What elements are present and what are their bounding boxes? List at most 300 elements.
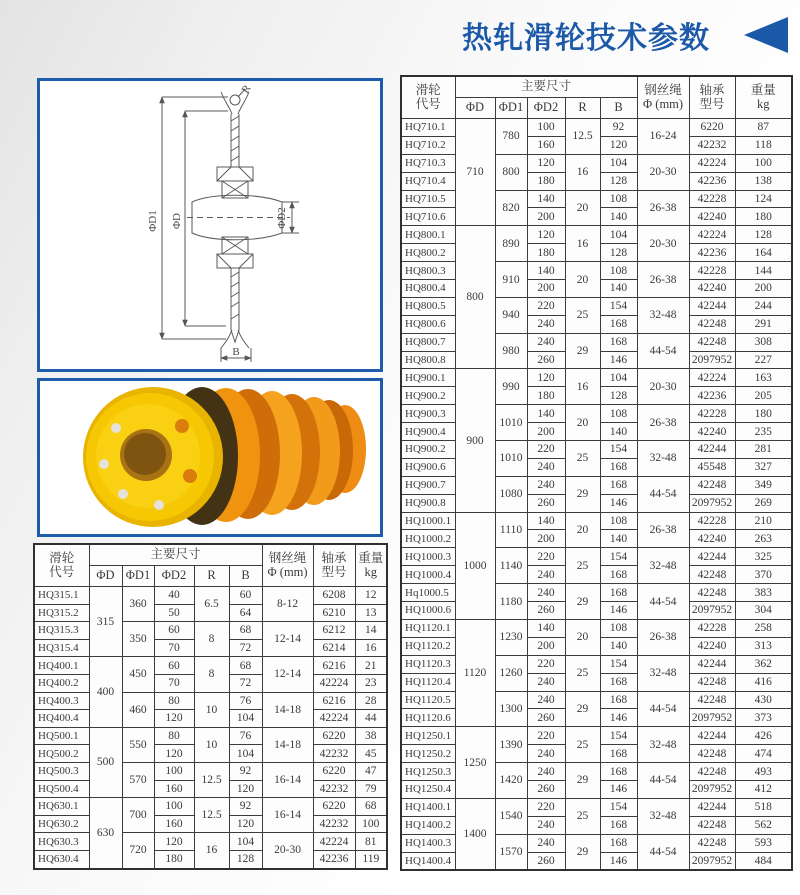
pulley-spec-table-small	[33, 543, 388, 870]
cell-code: HQ1000.2	[401, 530, 455, 548]
cell-code: HQ900.6	[401, 458, 455, 476]
cell-kg: 180	[735, 405, 792, 423]
header-d1: ΦD1	[495, 98, 527, 119]
cell-d2: 140	[527, 512, 565, 530]
cell-bearing: 42228	[689, 262, 735, 280]
table-row	[34, 833, 387, 851]
cell-code: HQ630.3	[34, 833, 89, 851]
cell-bearing: 6220	[313, 762, 355, 780]
cell-b: 154	[600, 798, 637, 816]
cell-d2: 200	[527, 530, 565, 548]
cell-code: HQ1000.3	[401, 548, 455, 566]
table-row	[34, 798, 387, 816]
cell-r: 25	[565, 297, 600, 333]
cell-rope: 8-12	[262, 587, 313, 622]
header-pulley-code: 滑轮 代号	[401, 76, 455, 119]
cell-b: 128	[600, 244, 637, 262]
cell-d2: 120	[527, 226, 565, 244]
cell-kg: 81	[355, 833, 387, 851]
cell-kg: 430	[735, 691, 792, 709]
table-row	[401, 119, 792, 137]
cell-d1: 1010	[495, 405, 527, 441]
cell-r: 25	[565, 441, 600, 477]
cell-d: 630	[89, 798, 122, 869]
header-bearing-model: 轴承 型号	[689, 76, 735, 119]
cell-r: 8	[194, 657, 229, 692]
cell-d2: 120	[527, 154, 565, 172]
cell-kg: 118	[735, 136, 792, 154]
cell-b: 168	[600, 816, 637, 834]
cell-b: 168	[600, 584, 637, 602]
cell-d: 1000	[455, 512, 495, 619]
cell-d2: 140	[527, 619, 565, 637]
cell-d1: 700	[122, 798, 154, 833]
cell-d2: 70	[154, 674, 194, 692]
cell-bearing: 42228	[689, 619, 735, 637]
cell-d2: 200	[527, 208, 565, 226]
cell-rope: 32-48	[637, 441, 689, 477]
cell-bearing: 42224	[313, 674, 355, 692]
cell-code: HQ900.1	[401, 369, 455, 387]
cell-kg: 426	[735, 727, 792, 745]
cell-r: 20	[565, 405, 600, 441]
cell-kg: 593	[735, 834, 792, 852]
cell-code: HQ500.1	[34, 727, 89, 745]
cell-d2: 240	[527, 834, 565, 852]
cell-d2: 80	[154, 727, 194, 745]
cell-d2: 160	[154, 780, 194, 798]
cell-b: 154	[600, 655, 637, 673]
cell-d2: 220	[527, 297, 565, 315]
cell-kg: 13	[355, 604, 387, 622]
cell-d2: 100	[154, 798, 194, 816]
cell-bearing: 42248	[689, 566, 735, 584]
cell-bearing: 42248	[689, 333, 735, 351]
cell-d2: 220	[527, 655, 565, 673]
cell-rope: 12-14	[262, 657, 313, 692]
cell-code: HQ900.7	[401, 476, 455, 494]
cell-bearing: 6216	[313, 692, 355, 710]
cell-code: HQ710.1	[401, 119, 455, 137]
cell-kg: 38	[355, 727, 387, 745]
cell-b: 140	[600, 280, 637, 298]
cell-b: 168	[600, 763, 637, 781]
cell-b: 140	[600, 423, 637, 441]
cell-kg: 412	[735, 780, 792, 798]
cell-code: HQ400.2	[34, 674, 89, 692]
dim-label-b: B	[232, 346, 240, 358]
cell-r: 12.5	[194, 798, 229, 833]
table-row	[34, 762, 387, 780]
cell-bearing: 2097952	[689, 602, 735, 620]
cell-b: 168	[600, 745, 637, 763]
header-weight: 重量 kg	[355, 544, 387, 587]
cell-d1: 1080	[495, 476, 527, 512]
cell-b: 146	[600, 602, 637, 620]
cell-bearing: 42240	[689, 208, 735, 226]
cell-code: HQ800.4	[401, 280, 455, 298]
cell-d2: 200	[527, 423, 565, 441]
cell-b: 140	[600, 637, 637, 655]
cell-bearing: 42236	[689, 387, 735, 405]
cell-code: HQ500.3	[34, 762, 89, 780]
cell-code: HQ500.2	[34, 745, 89, 763]
cell-kg: 562	[735, 816, 792, 834]
cell-code: HQ1000.1	[401, 512, 455, 530]
cell-code: HQ315.4	[34, 639, 89, 657]
cell-bearing: 42244	[689, 798, 735, 816]
cell-kg: 14	[355, 622, 387, 640]
cell-d: 315	[89, 587, 122, 657]
cell-d1: 1010	[495, 441, 527, 477]
cell-d1: 1300	[495, 691, 527, 727]
cell-bearing: 42232	[689, 136, 735, 154]
cell-kg: 493	[735, 763, 792, 781]
cell-b: 108	[600, 405, 637, 423]
cell-code: HQ1120.1	[401, 619, 455, 637]
cell-b: 108	[600, 190, 637, 208]
cell-b: 120	[229, 780, 262, 798]
cell-d2: 60	[154, 622, 194, 640]
cell-b: 128	[600, 387, 637, 405]
cell-kg: 12	[355, 587, 387, 605]
cell-rope: 26-38	[637, 405, 689, 441]
cell-bearing: 6216	[313, 657, 355, 675]
cell-d2: 180	[527, 387, 565, 405]
cell-code: HQ1400.2	[401, 816, 455, 834]
cell-d: 1400	[455, 798, 495, 870]
cell-d2: 60	[154, 657, 194, 675]
cell-bearing: 42224	[313, 710, 355, 728]
cell-r: 20	[565, 262, 600, 298]
cell-d2: 260	[527, 602, 565, 620]
cell-b: 104	[600, 154, 637, 172]
cell-d2: 140	[527, 405, 565, 423]
cell-d2: 220	[527, 727, 565, 745]
cell-bearing: 42236	[689, 172, 735, 190]
cell-kg: 258	[735, 619, 792, 637]
cell-bearing: 42236	[689, 244, 735, 262]
cell-rope: 44-54	[637, 763, 689, 799]
cell-bearing: 2097952	[689, 494, 735, 512]
cell-d1: 780	[495, 119, 527, 155]
cell-bearing: 42248	[689, 834, 735, 852]
cell-code: HQ800.8	[401, 351, 455, 369]
cell-kg: 362	[735, 655, 792, 673]
cell-d2: 260	[527, 494, 565, 512]
cell-bearing: 42248	[689, 763, 735, 781]
cell-bearing: 42224	[689, 226, 735, 244]
cell-b: 120	[600, 136, 637, 154]
cell-b: 168	[600, 834, 637, 852]
cell-kg: 100	[735, 154, 792, 172]
cell-bearing: 42244	[689, 548, 735, 566]
cell-rope: 20-30	[262, 833, 313, 869]
header-d: ΦD	[455, 98, 495, 119]
cell-bearing: 42240	[689, 423, 735, 441]
cell-d2: 240	[527, 566, 565, 584]
cell-kg: 416	[735, 673, 792, 691]
dim-label-r: R	[239, 82, 254, 96]
header-d1: ΦD1	[122, 566, 154, 587]
cell-kg: 180	[735, 208, 792, 226]
cell-b: 146	[600, 852, 637, 870]
cell-r: 12.5	[565, 119, 600, 155]
cell-code: HQ1000.4	[401, 566, 455, 584]
cell-d1: 1140	[495, 548, 527, 584]
header-main-dimensions: 主要尺寸	[89, 544, 262, 566]
cell-kg: 244	[735, 297, 792, 315]
cell-d2: 240	[527, 458, 565, 476]
cell-code: HQ710.2	[401, 136, 455, 154]
cell-d2: 260	[527, 709, 565, 727]
left-triangle-icon	[744, 17, 788, 53]
cell-code: HQ710.4	[401, 172, 455, 190]
header-bearing-model: 轴承 型号	[313, 544, 355, 587]
cell-kg: 164	[735, 244, 792, 262]
cell-bearing: 45548	[689, 458, 735, 476]
cell-bearing: 42248	[689, 584, 735, 602]
cell-kg: 484	[735, 852, 792, 870]
pulley-cross-section-drawing	[40, 81, 380, 369]
pulley-spec-table-large	[400, 75, 793, 871]
cell-code: HQ900.2	[401, 387, 455, 405]
cell-d2: 180	[527, 244, 565, 262]
cell-bearing: 42248	[689, 476, 735, 494]
cell-rope: 12-14	[262, 622, 313, 657]
cell-d2: 240	[527, 816, 565, 834]
cell-code: HQ710.6	[401, 208, 455, 226]
cell-b: 68	[229, 622, 262, 640]
cell-r: 20	[565, 512, 600, 548]
cell-d1: 890	[495, 226, 527, 262]
dim-label-d2: ΦD2	[276, 207, 288, 229]
cell-b: 146	[600, 494, 637, 512]
cell-d2: 260	[527, 780, 565, 798]
cell-b: 92	[229, 762, 262, 780]
cell-d1: 980	[495, 333, 527, 369]
cell-kg: 47	[355, 762, 387, 780]
cell-d2: 240	[527, 584, 565, 602]
cell-d2: 140	[527, 262, 565, 280]
cell-rope: 44-54	[637, 584, 689, 620]
cell-d1: 360	[122, 587, 154, 622]
cell-b: 146	[600, 780, 637, 798]
cell-bearing: 42228	[689, 190, 735, 208]
cell-bearing: 42248	[689, 673, 735, 691]
cell-b: 68	[229, 657, 262, 675]
cell-bearing: 42248	[689, 745, 735, 763]
cell-d2: 220	[527, 548, 565, 566]
cell-r: 16	[194, 833, 229, 869]
cell-d2: 160	[527, 136, 565, 154]
cell-code: HQ630.2	[34, 815, 89, 833]
cell-kg: 291	[735, 315, 792, 333]
cell-kg: 79	[355, 780, 387, 798]
cell-kg: 124	[735, 190, 792, 208]
cell-d: 500	[89, 727, 122, 797]
cell-r: 16	[565, 369, 600, 405]
cell-bearing: 42248	[689, 816, 735, 834]
cell-d2: 220	[527, 798, 565, 816]
cell-code: HQ710.3	[401, 154, 455, 172]
cell-r: 20	[565, 190, 600, 226]
cell-d1: 800	[495, 154, 527, 190]
pulley-photo-panel	[37, 378, 383, 537]
cell-code: HQ800.1	[401, 226, 455, 244]
cell-b: 104	[600, 226, 637, 244]
cell-d2: 120	[154, 710, 194, 728]
cell-d1: 1230	[495, 619, 527, 655]
header-wire-rope: 钢丝绳 Φ (mm)	[262, 544, 313, 587]
cell-d2: 120	[154, 833, 194, 851]
cell-b: 154	[600, 727, 637, 745]
cell-code: HQ1250.1	[401, 727, 455, 745]
cell-bearing: 6220	[689, 119, 735, 137]
cell-b: 104	[600, 369, 637, 387]
cell-code: HQ1250.2	[401, 745, 455, 763]
dim-label-d: ΦD	[171, 213, 183, 229]
cell-bearing: 42240	[689, 530, 735, 548]
cell-kg: 327	[735, 458, 792, 476]
header-main-dimensions: 主要尺寸	[455, 76, 637, 98]
cell-d1: 990	[495, 369, 527, 405]
cell-r: 10	[194, 727, 229, 762]
cell-kg: 383	[735, 584, 792, 602]
cell-r: 25	[565, 655, 600, 691]
cell-b: 120	[229, 815, 262, 833]
cell-rope: 32-48	[637, 798, 689, 834]
cell-kg: 210	[735, 512, 792, 530]
cell-b: 128	[229, 850, 262, 868]
cell-d1: 460	[122, 692, 154, 727]
cell-kg: 281	[735, 441, 792, 459]
cell-code: HQ800.5	[401, 297, 455, 315]
cell-b: 108	[600, 619, 637, 637]
cell-rope: 14-18	[262, 692, 313, 727]
cell-code: HQ315.2	[34, 604, 89, 622]
cell-d: 800	[455, 226, 495, 369]
cell-bearing: 2097952	[689, 351, 735, 369]
cell-b: 140	[600, 208, 637, 226]
cell-rope: 16-14	[262, 762, 313, 797]
cell-kg: 269	[735, 494, 792, 512]
cell-bearing: 2097952	[689, 780, 735, 798]
cell-d: 1120	[455, 619, 495, 726]
cell-d2: 240	[527, 315, 565, 333]
cell-code: HQ315.3	[34, 622, 89, 640]
cell-bearing: 42228	[689, 512, 735, 530]
cell-b: 104	[229, 833, 262, 851]
cell-code: HQ400.1	[34, 657, 89, 675]
cell-code: HQ1400.4	[401, 852, 455, 870]
cell-b: 146	[600, 351, 637, 369]
cell-b: 154	[600, 297, 637, 315]
cell-d2: 70	[154, 639, 194, 657]
cell-b: 108	[600, 512, 637, 530]
cell-d2: 40	[154, 587, 194, 605]
cell-b: 92	[600, 119, 637, 137]
cell-bearing: 6212	[313, 622, 355, 640]
cell-kg: 308	[735, 333, 792, 351]
table-row	[401, 619, 792, 637]
cell-rope: 26-38	[637, 262, 689, 298]
cell-b: 168	[600, 566, 637, 584]
cell-kg: 325	[735, 548, 792, 566]
cell-code: HQ800.7	[401, 333, 455, 351]
cell-d2: 240	[527, 333, 565, 351]
cell-kg: 144	[735, 262, 792, 280]
cell-kg: 128	[735, 226, 792, 244]
cell-code: HQ1400.1	[401, 798, 455, 816]
cell-d2: 240	[527, 673, 565, 691]
cell-d1: 940	[495, 297, 527, 333]
cell-d1: 450	[122, 657, 154, 692]
cell-kg: 370	[735, 566, 792, 584]
header-wire-rope: 钢丝绳 Φ (mm)	[637, 76, 689, 119]
cell-rope: 26-38	[637, 190, 689, 226]
cell-kg: 313	[735, 637, 792, 655]
cell-b: 76	[229, 692, 262, 710]
cell-kg: 68	[355, 798, 387, 816]
cell-kg: 518	[735, 798, 792, 816]
cell-rope: 16-14	[262, 798, 313, 833]
cell-bearing: 42248	[689, 691, 735, 709]
cell-d1: 1390	[495, 727, 527, 763]
cell-code: HQ900.8	[401, 494, 455, 512]
cell-b: 146	[600, 709, 637, 727]
cell-kg: 304	[735, 602, 792, 620]
cell-rope: 14-18	[262, 727, 313, 762]
cell-d1: 1540	[495, 798, 527, 834]
cell-kg: 23	[355, 674, 387, 692]
cell-d2: 260	[527, 351, 565, 369]
table-row	[401, 512, 792, 530]
cell-code: HQ1250.3	[401, 763, 455, 781]
cell-rope: 32-48	[637, 548, 689, 584]
cell-d: 900	[455, 369, 495, 512]
cell-bearing: 42244	[689, 297, 735, 315]
cell-r: 6.5	[194, 587, 229, 622]
cell-r: 29	[565, 691, 600, 727]
cell-code: HQ630.1	[34, 798, 89, 816]
cell-rope: 44-54	[637, 691, 689, 727]
cell-code: HQ630.4	[34, 850, 89, 868]
cell-kg: 349	[735, 476, 792, 494]
cell-r: 25	[565, 727, 600, 763]
cell-r: 25	[565, 548, 600, 584]
cell-b: 104	[229, 745, 262, 763]
table-row	[401, 798, 792, 816]
cell-d1: 910	[495, 262, 527, 298]
header-b: B	[229, 566, 262, 587]
cell-rope: 32-48	[637, 655, 689, 691]
cell-rope: 32-48	[637, 727, 689, 763]
cell-rope: 32-48	[637, 297, 689, 333]
cell-r: 10	[194, 692, 229, 727]
table-row	[34, 692, 387, 710]
header-d2: ΦD2	[527, 98, 565, 119]
cell-kg: 205	[735, 387, 792, 405]
cell-bearing: 42232	[313, 780, 355, 798]
cell-code: HQ1120.4	[401, 673, 455, 691]
cell-d: 710	[455, 119, 495, 226]
cell-r: 29	[565, 834, 600, 870]
cell-d2: 240	[527, 476, 565, 494]
table-row	[401, 727, 792, 745]
cell-d2: 100	[154, 762, 194, 780]
pulley-photo-illustration	[40, 381, 380, 534]
